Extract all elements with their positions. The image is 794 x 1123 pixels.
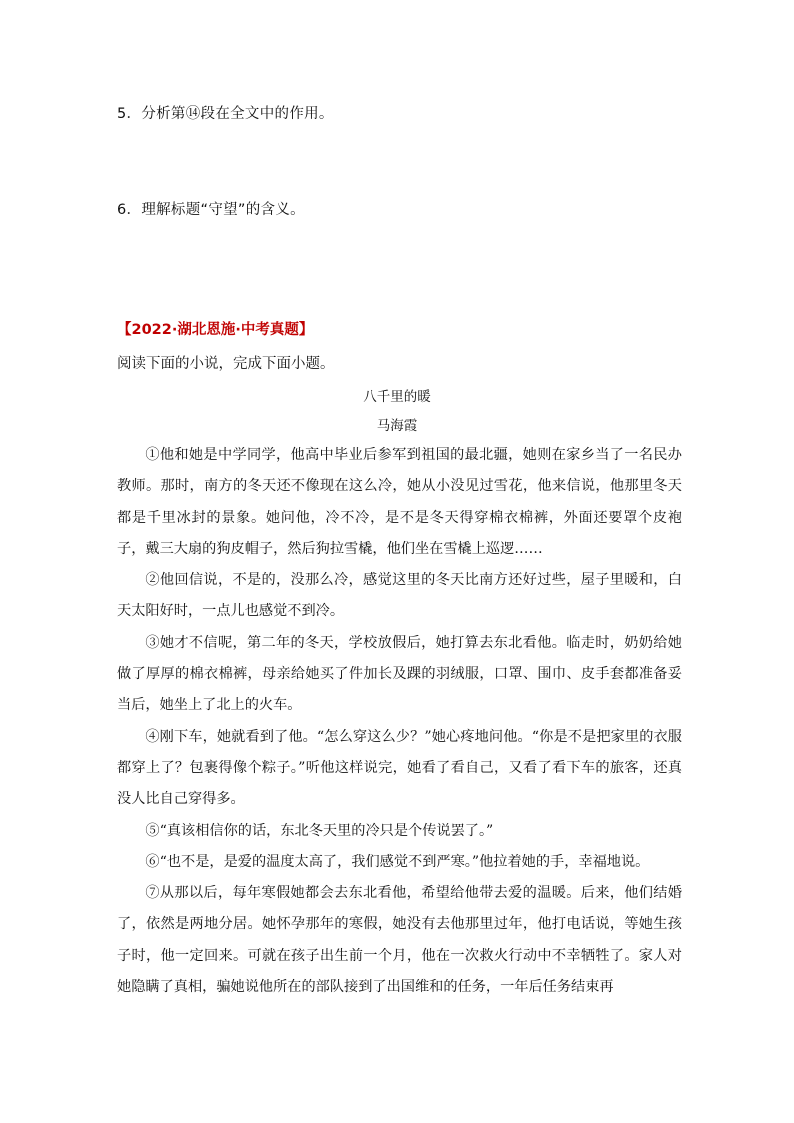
story-paragraph-5: ⑤“真该相信你的话，东北冬天里的冷只是个传说罢了。” (145, 822, 494, 839)
story-paragraph-2: ②他回信说，不是的，没那么冷，感觉这里的冬天比南方还好过些，屋子里暖和，白天太阳好时，一点儿也感觉不到冷。 (117, 572, 682, 620)
story-title: 八千里的暖 (363, 389, 431, 405)
story-author: 马海霞 (376, 418, 418, 434)
story-paragraph-6: ⑥“也不是，是爱的温度太高了，我们感觉不到严寒。”他拉着她的手，幸福地说。 (145, 853, 650, 870)
exam-source-label: 【2022·湖北恩施·中考真题】 (117, 322, 314, 338)
story-paragraph-4: ④刚下车，她就看到了他。“怎么穿这么少？”她心疼地问他。“你是不是把家里的衣服都穿上了？包裹得像个粽子。”听他这样说完，她看了看自己，又看了看下车的旅客，还真没人比自己穿得多。 (117, 728, 682, 808)
question-5: 5．分析第⑭段在全文中的作用。 (117, 106, 334, 122)
reading-instruction: 阅读下面的小说，完成下面小题。 (117, 356, 335, 372)
story-paragraph-1: ①他和她是中学同学，他高中毕业后参军到祖国的最北疆，她则在家乡当了一名民办教师。那时，南方的冬天还不像现在这么冷，她从小没见过雪花，他来信说，他那里冬天都是千里冰封的景象。她问他，冷不冷，是不是冬天得穿棉衣棉裤，外面还要罩个皮袍子，戴三大扇的狗皮帽子，然后狗拉雪橇，他们坐在雪橇上巡逻…… (117, 447, 682, 557)
story-paragraph-7: ⑦从那以后，每年寒假她都会去东北看他，希望给他带去爱的温暖。后来，他们结婚了，依然是两地分居。她怀孕那年的寒假，她没有去他那里过年，他打电话说，等她生孩子时，他一定回来。可就在孩子出生前一个月，他在一次救火行动中不幸牺牲了。家人对她隐瞒了真相，骗她说他所在的部队接到了出国维和的任务，一年后任务结束再 (117, 885, 682, 996)
story-body (117, 440, 682, 1003)
story-paragraph-3: ③她才不信呢，第二年的冬天，学校放假后，她打算去东北看他。临走时，奶奶给她做了厚厚的棉衣棉裤，母亲给她买了件加长及踝的羽绒服，口罩、围巾、皮手套都准备妥当后，她坐上了北上的火车。 (117, 634, 682, 714)
question-6: 6．理解标题“守望”的含义。 (117, 202, 305, 218)
